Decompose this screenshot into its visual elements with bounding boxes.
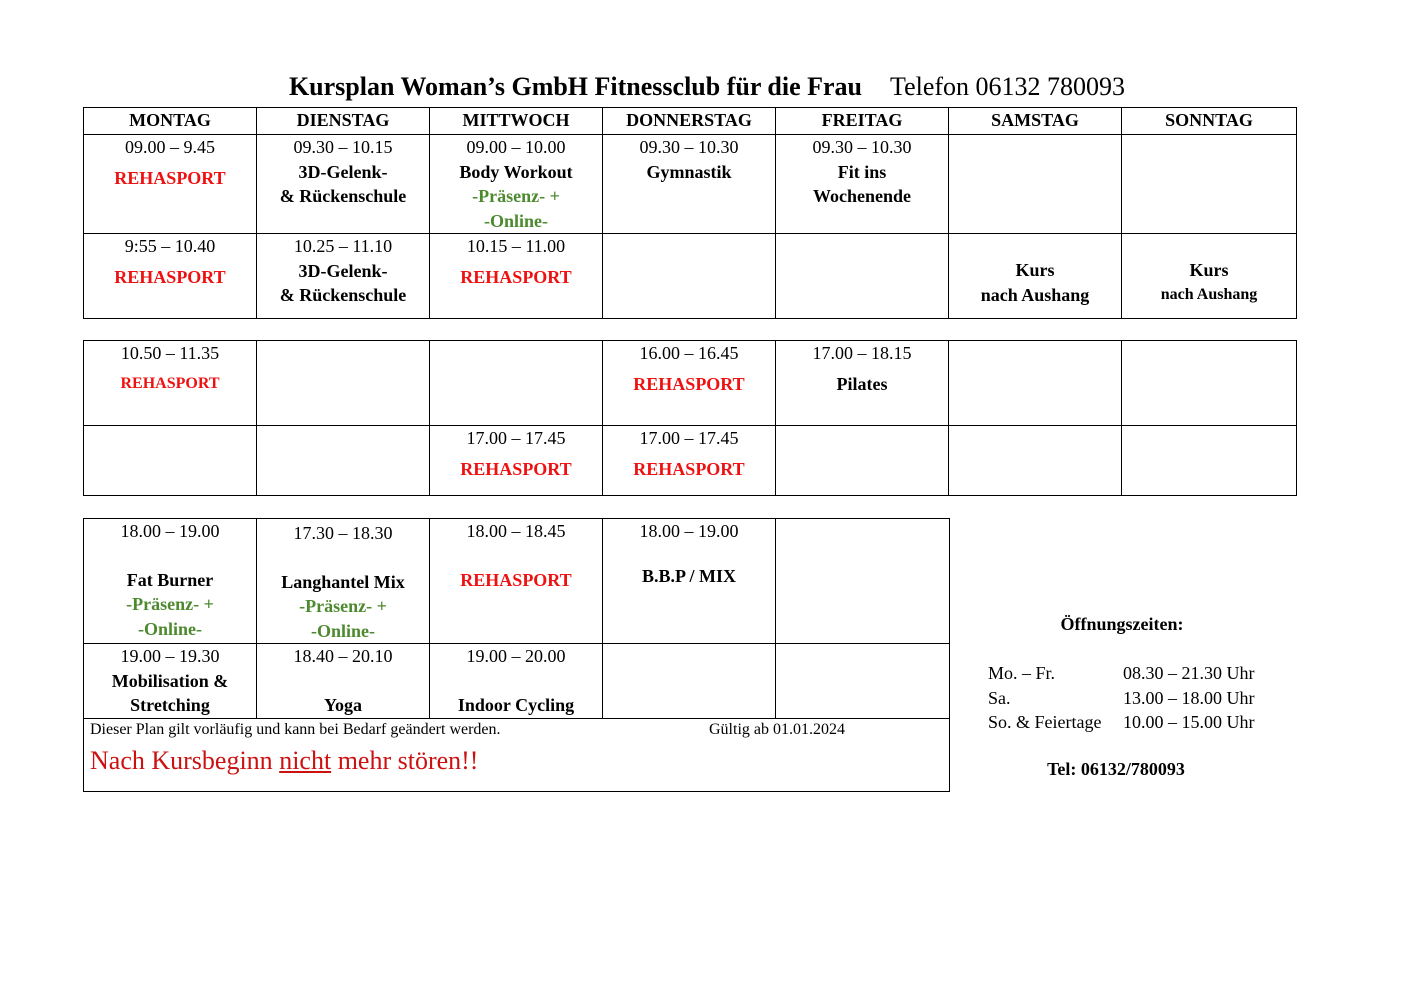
opening-hours [988,614,1268,780]
opening-day: Mo. – Fr. [988,663,1056,683]
day-header-row [84,108,1297,135]
opening-time: 13.00 – 18.00 Uhr [1123,687,1255,708]
class-name: Fit ins [837,161,887,182]
empty-cell [776,519,950,644]
class-name: B.B.P / MIX [641,565,736,586]
class-name: Kurs [1189,260,1229,280]
footer-row [84,718,950,791]
class-name-rehasport: REHASPORT [460,458,572,479]
opening-day: Sa. [988,687,1011,708]
schedule-block-evening [83,518,950,792]
class-cell [430,519,603,644]
day-header-saturday: SAMSTAG [949,108,1122,135]
valid-from-date: Gültig ab 01.01.2024 [709,720,845,738]
class-cell [84,644,257,719]
class-cell [84,341,257,426]
class-time: 09.30 – 10.15 [293,137,393,157]
contact-phone: Tel: 06132/780093 [1047,758,1185,779]
class-name: 3D-Gelenk- [298,161,388,182]
schedule-row [84,644,950,719]
empty-cell [776,644,950,719]
day-header-thursday: DONNERSTAG [603,108,776,135]
class-cell [776,135,949,234]
class-time: 17.00 – 17.45 [639,428,739,448]
class-cell [257,135,430,234]
class-cell [603,135,776,234]
class-name: nach Aushang [980,284,1090,305]
class-time: 10.25 – 11.10 [293,236,393,256]
class-name-rehasport: REHASPORT [460,569,572,590]
class-time: 16.00 – 16.45 [639,343,739,363]
schedule-row [84,519,950,644]
class-time: 17.30 – 18.30 [293,523,393,543]
header-phone: Telefon 06132 780093 [890,72,1126,101]
do-not-disturb-warning: Nach Kursbeginn nicht mehr stören!! [90,745,479,775]
opening-time: 08.30 – 21.30 Uhr [1123,663,1255,683]
footer-cell [84,718,950,791]
class-time: 10.15 – 11.00 [466,236,566,256]
class-cell [603,519,776,644]
empty-cell [949,135,1122,234]
class-cell [603,426,776,496]
empty-cell [84,426,257,496]
day-header-friday: FREITAG [776,108,949,135]
empty-cell [430,341,603,426]
empty-cell [1122,135,1297,234]
empty-cell [776,426,949,496]
class-name: Mobilisation & [111,670,229,691]
class-cell [430,644,603,719]
day-header-monday: MONTAG [84,108,257,135]
class-cell [1122,234,1297,319]
empty-cell [603,234,776,319]
class-mode: -Präsenz- + [472,186,560,206]
class-time: 18.00 – 19.00 [639,521,739,541]
class-time: 19.00 – 19.30 [120,646,220,666]
class-name: Yoga [323,694,362,715]
class-cell [949,234,1122,319]
empty-cell [1122,341,1297,426]
class-cell [430,135,603,234]
plan-disclaimer: Dieser Plan gilt vorläufig und kann bei Bedarf geändert werden. [90,720,501,738]
class-cell [257,644,430,719]
class-time: 18.00 – 18.45 [466,521,566,541]
class-name: & Rückenschule [279,285,407,305]
class-time: 10.50 – 11.35 [120,343,220,363]
title-text: Kursplan Woman’s GmbH Fitnessclub für die Frau [288,72,863,101]
empty-cell [949,341,1122,426]
empty-cell [603,644,776,719]
empty-cell [949,426,1122,496]
class-cell [257,519,430,644]
class-time: 17.00 – 18.15 [812,343,912,363]
class-time: 19.00 – 20.00 [466,646,566,666]
class-name-rehasport: REHASPORT [120,374,220,392]
class-cell [84,135,257,234]
schedule-block-morning [83,107,1297,319]
class-name: Kurs [1015,260,1055,280]
class-name: Gymnastik [646,161,732,182]
empty-cell [257,426,430,496]
opening-hours-row [988,710,1255,735]
empty-cell [776,234,949,319]
class-time: 18.00 – 19.00 [120,521,220,541]
class-name: Wochenende [812,186,911,206]
class-name-rehasport: REHASPORT [460,266,572,287]
class-mode: -Präsenz- + [299,596,387,616]
opening-time: 10.00 – 15.00 Uhr [1123,712,1255,732]
day-header-wednesday: MITTWOCH [430,108,603,135]
class-cell [603,341,776,426]
class-time: 09.00 – 10.00 [466,137,566,157]
class-mode: -Online- [137,618,202,639]
empty-cell [1122,426,1297,496]
page-title [0,72,1414,102]
class-name: Body Workout [459,161,573,182]
class-name: Langhantel Mix [281,571,405,592]
class-cell [776,341,949,426]
class-name-rehasport: REHASPORT [633,373,745,394]
schedule-row [84,234,1297,319]
class-mode: -Online- [483,210,548,231]
empty-cell [257,341,430,426]
class-cell [430,426,603,496]
class-time: 09.30 – 10.30 [639,137,739,157]
class-mode: -Online- [310,620,375,641]
class-cell [430,234,603,319]
class-name: nach Aushang [1160,285,1258,303]
schedule-row [84,135,1297,234]
class-cell [257,234,430,319]
class-cell [84,519,257,644]
opening-hours-row [988,686,1255,711]
class-name: Pilates [836,373,888,394]
class-time: 18.40 – 20.10 [293,646,393,666]
schedule-block-midday [83,340,1297,496]
class-time: 09.30 – 10.30 [812,137,912,157]
class-time: 17.00 – 17.45 [466,428,566,448]
class-name: Stretching [130,695,210,715]
day-header-tuesday: DIENSTAG [257,108,430,135]
class-mode: -Präsenz- + [126,594,214,614]
opening-hours-table [988,661,1255,735]
class-name-rehasport: REHASPORT [114,167,226,188]
footer-note-line [90,720,943,740]
opening-hours-row [988,661,1255,686]
opening-day: So. & Feiertage [988,712,1102,732]
warning-emphasis: nicht [279,745,332,775]
class-time: 09.00 – 9.45 [125,137,215,157]
class-name-rehasport: REHASPORT [633,458,745,479]
class-name: Fat Burner [126,569,214,590]
schedule-row [84,341,1297,426]
class-name: & Rückenschule [279,186,407,206]
schedule-row [84,426,1297,496]
class-cell [84,234,257,319]
class-name-rehasport: REHASPORT [114,266,226,287]
class-name: 3D-Gelenk- [298,260,388,281]
opening-hours-title: Öffnungszeiten: [1060,614,1184,634]
class-name: Indoor Cycling [457,694,575,715]
day-header-sunday: SONNTAG [1122,108,1297,135]
class-time: 9:55 – 10.40 [124,236,216,256]
